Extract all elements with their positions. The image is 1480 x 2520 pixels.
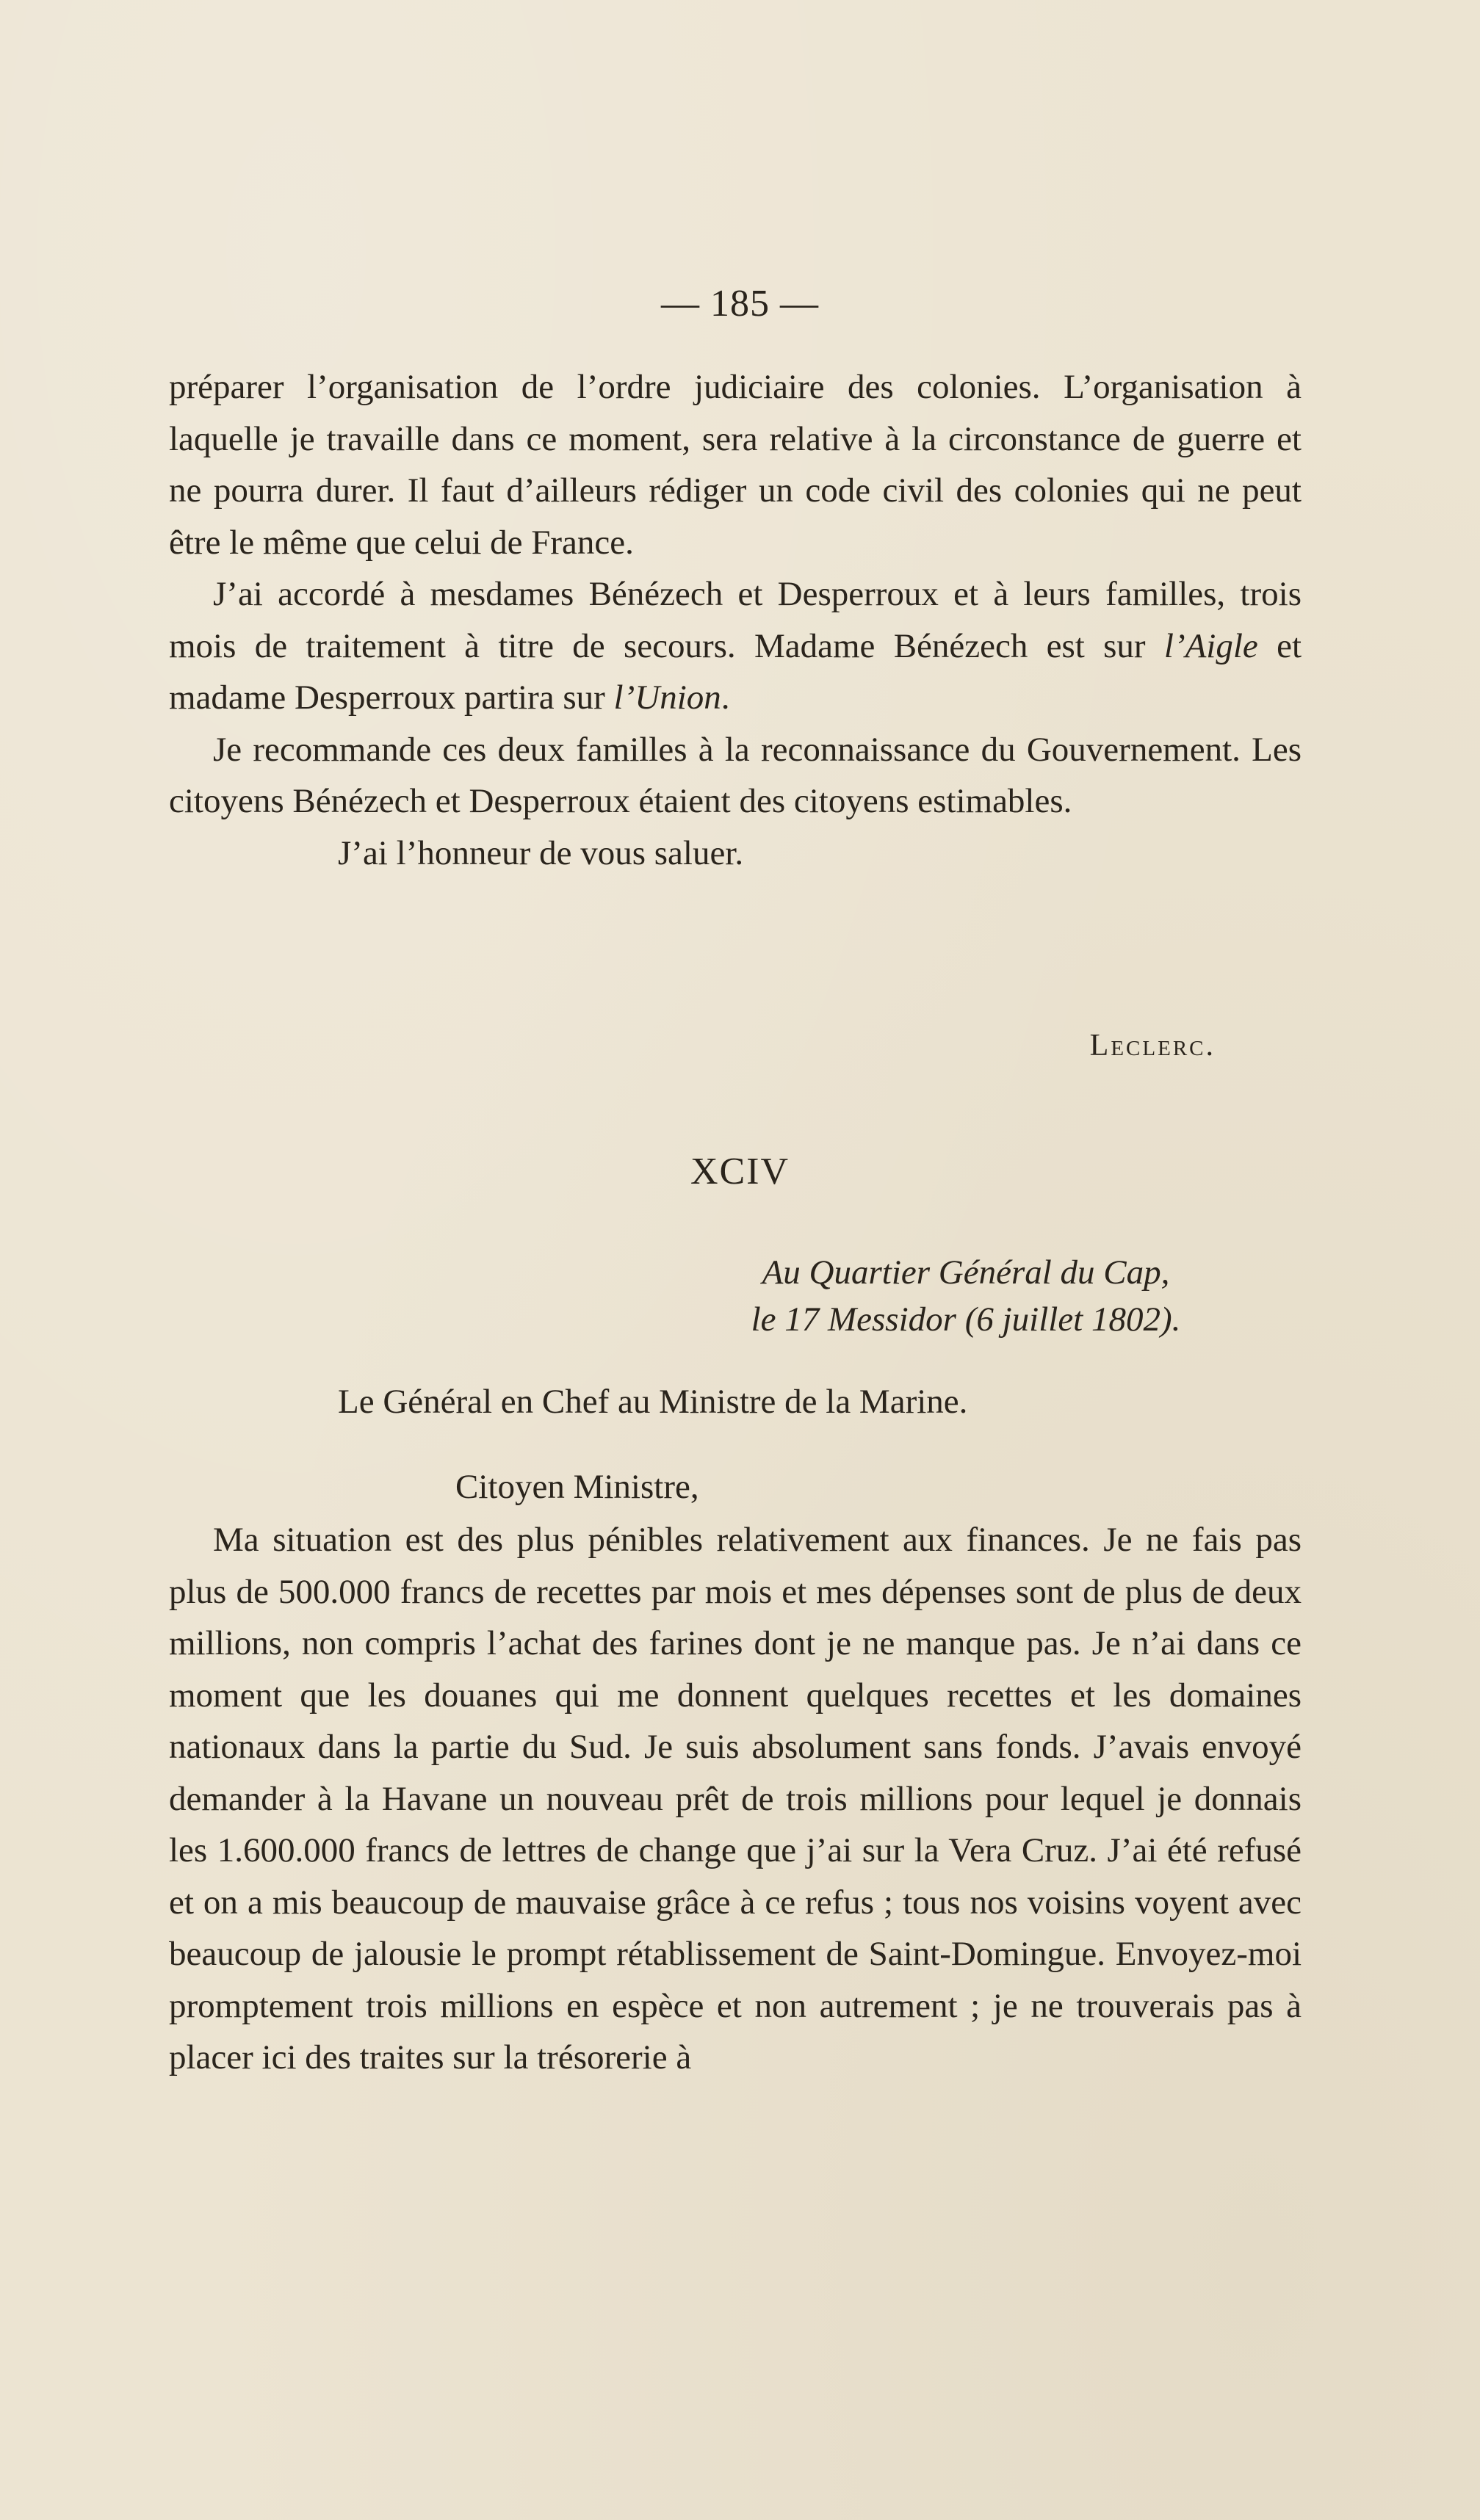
paragraph-families-aid — [169, 568, 1302, 724]
paragraph-finances: Ma situation est des plus pénibles relativement aux finances. Je ne fais pas plus de 500.000 francs de recettes par mois et mes dépenses sont de plus de deux millions, non compris l’achat des farines dont je ne manque pas. Je n’ai dans ce moment que les douanes qui me donnent quelques recettes et les domaines nationaux dans la partie du Sud. Je suis absolument sans fonds. J’avais envoyé demander à la Havane un nouveau prêt de trois millions pour lequel je donnais les 1.600.000 francs de lettres de change que j’ai sur la Vera Cruz. J’ai été refusé et on a mis beaucoup de mauvaise grâce à ce refus ; tous nos voisins voyent avec beaucoup de jalousie le prompt rétablissement de Saint-Domingue. Envoyez-moi promptement trois millions en espèce et non autrement ; je ne trouverais pas à placer ici des traites sur la trésorerie à — [169, 1521, 1302, 2077]
ship-name-union: l’Union — [613, 678, 721, 717]
letter-salutation: Citoyen Ministre, — [455, 1468, 699, 1506]
letter-number-heading: XCIV — [690, 1151, 790, 1192]
letter-body — [169, 1514, 1302, 2084]
paragraph-recommendation: Je recommande ces deux familles à la reconnaissance du Gouvernement. Les citoyens Bénézech et Desperroux étaient des citoyens estimables. — [169, 730, 1302, 820]
ship-name-aigle: l’Aigle — [1163, 626, 1258, 665]
previous-letter-text — [169, 361, 1302, 879]
dateline-date: le 17 Messidor (6 juillet 1802). — [751, 1300, 1181, 1339]
dateline-place: Au Quartier Général du Cap, — [762, 1253, 1170, 1292]
letter-address: Le Général en Chef au Ministre de la Marine. — [338, 1383, 968, 1421]
paragraph-judiciary: préparer l’organisation de l’ordre judiciaire des colonies. L’organisation à laquelle je travaille dans ce moment, sera relative à la circonstance de guerre et ne pourra durer. Il faut d’ailleurs rédiger un code civil des colonies qui ne peut être le même que celui de France. — [169, 368, 1302, 562]
signature-leclerc: Leclerc. — [1089, 1029, 1216, 1062]
families-aid-text: J’ai accordé à mesdames Bénézech et Desperroux et à leurs familles, trois mois de traitement à titre de secours. Madame Bénézech est sur — [169, 575, 1302, 665]
families-aid-period: . — [721, 678, 730, 717]
closing-formula: J’ai l’honneur de vous saluer. — [338, 833, 744, 872]
page-number: — 185 — — [661, 283, 819, 325]
families-aid-text-cont: et madame Desperroux partira sur — [169, 626, 1302, 717]
